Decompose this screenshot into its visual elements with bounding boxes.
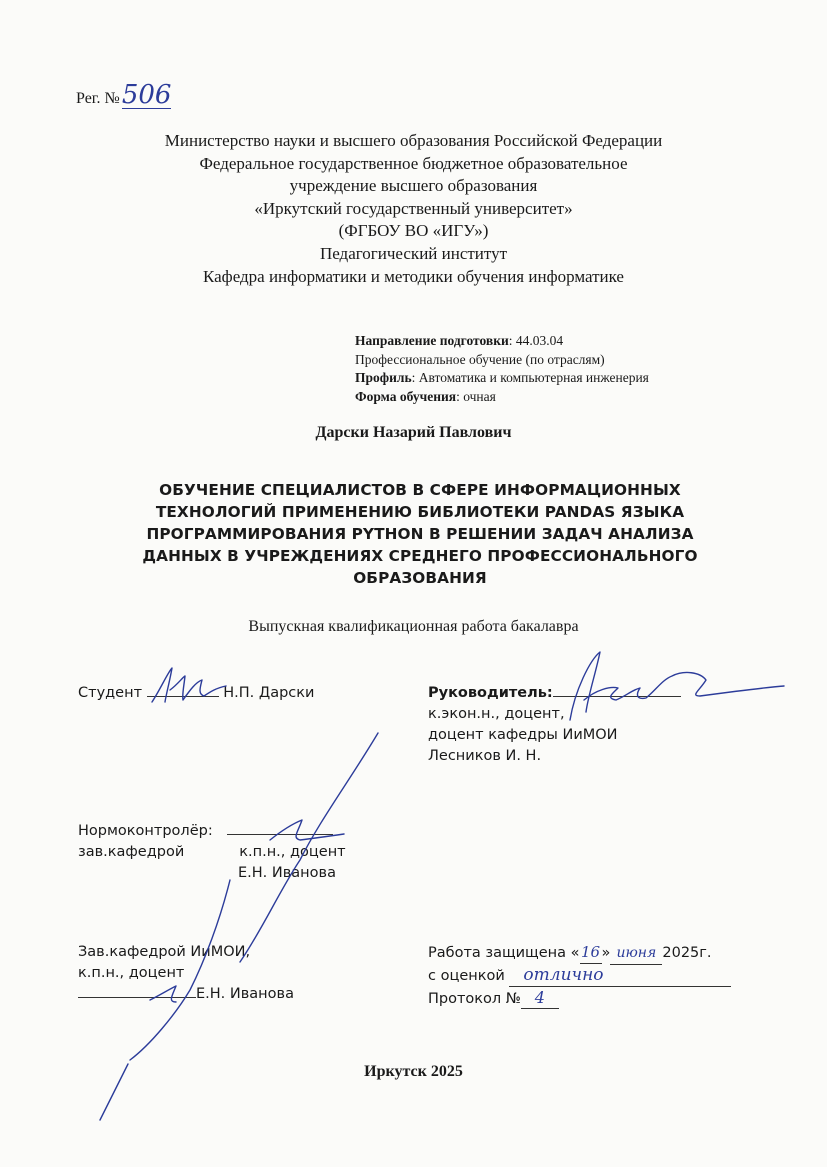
- normcontrol-block: [78, 821, 346, 884]
- form-value: : очная: [456, 388, 496, 404]
- student-signature-block: [78, 683, 314, 704]
- supervisor-signature-line: [553, 696, 681, 697]
- profile-label: Профиль: [355, 370, 412, 386]
- profile-value: : Автоматика и компьютерная инженерия: [411, 370, 649, 386]
- normcontrol-signature-line: [227, 834, 333, 835]
- header-line: Министерство науки и высшего образования Российской Федерации: [164, 131, 663, 150]
- header-line: Федеральное государственное бюджетное образовательное: [199, 153, 628, 173]
- normcontrol-name: Е.Н. Иванова: [238, 865, 336, 881]
- head-block: [78, 942, 294, 1005]
- header-line: Кафедра информатики и методики обучения информатике: [203, 266, 624, 286]
- grade-label: с оценкой: [428, 968, 505, 984]
- defense-mid: »: [601, 945, 611, 961]
- supervisor-label: Руководитель:: [428, 685, 553, 701]
- header-line: Педагогический институт: [319, 243, 508, 263]
- supervisor-position: доцент кафедры ИиМОИ: [428, 727, 618, 743]
- work-type: Выпускная квалификационная работа бакалавра: [248, 618, 579, 635]
- supervisor-block: [428, 683, 681, 767]
- title-line: ОБРАЗОВАНИЯ: [353, 569, 487, 587]
- author-name: Дарски Назарий Павлович: [315, 424, 512, 441]
- defense-prefix: Работа защищена «: [428, 945, 580, 961]
- study-info: [355, 332, 649, 406]
- direction-label: Направление подготовки: [355, 333, 509, 348]
- form-label: Форма обучения: [355, 388, 457, 404]
- head-label: Зав.кафедрой ИиМОИ,: [78, 944, 251, 960]
- normcontrol-position: зав.кафедрой: [78, 844, 185, 860]
- defense-day-handwritten: 16: [580, 942, 602, 964]
- registration-number: [76, 82, 171, 109]
- head-signature-line: [78, 997, 196, 998]
- normcontrol-degree: к.п.н., доцент: [239, 844, 346, 860]
- title-line: ОБУЧЕНИЕ СПЕЦИАЛИСТОВ В СФЕРЕ ИНФОРМАЦИОННЫХ: [159, 481, 681, 499]
- defense-year: 2025г.: [662, 945, 712, 961]
- student-signature-line: [147, 696, 219, 697]
- grade-handwritten: отлично: [509, 965, 731, 987]
- direction-value: : 44.03.04: [508, 333, 564, 348]
- supervisor-degree: к.экон.н., доцент,: [428, 706, 565, 722]
- title-line: ТЕХНОЛОГИЙ ПРИМЕНЕНИЮ БИБЛИОТЕКИ PANDAS ЯЗЫКА: [155, 503, 685, 521]
- defense-month-handwritten: июня: [610, 943, 662, 965]
- institution-header: [0, 130, 827, 288]
- header-line: (ФГБОУ ВО «ИГУ»): [338, 221, 489, 241]
- student-name: Н.П. Дарски: [223, 685, 315, 701]
- header-line: учреждение высшего образования: [289, 176, 538, 196]
- head-name: Е.Н. Иванова: [196, 986, 294, 1002]
- head-degree: к.п.н., доцент: [78, 965, 185, 981]
- student-label: Студент: [78, 685, 143, 701]
- protocol-number-handwritten: 4: [521, 987, 559, 1009]
- title-line: ПРОГРАММИРОВАНИЯ PYTHON В РЕШЕНИИ ЗАДАЧ АНАЛИЗА: [146, 525, 694, 543]
- defense-block: [428, 942, 731, 1010]
- title-line: ДАННЫХ В УЧРЕЖДЕНИЯХ СРЕДНЕГО ПРОФЕССИОНАЛЬНОГО: [142, 547, 698, 565]
- thesis-title: [60, 479, 780, 589]
- header-line: «Иркутский государственный университет»: [254, 198, 573, 218]
- normcontrol-label: Нормоконтролёр:: [78, 823, 213, 839]
- reg-label: Рег. №: [76, 90, 120, 107]
- direction-name: Профессиональное обучение (по отраслям): [355, 351, 605, 367]
- reg-number-handwritten: 506: [121, 80, 172, 110]
- protocol-label: Протокол №: [428, 991, 521, 1007]
- city-year: Иркутск 2025: [364, 1063, 463, 1080]
- supervisor-name: Лесников И. Н.: [428, 748, 542, 764]
